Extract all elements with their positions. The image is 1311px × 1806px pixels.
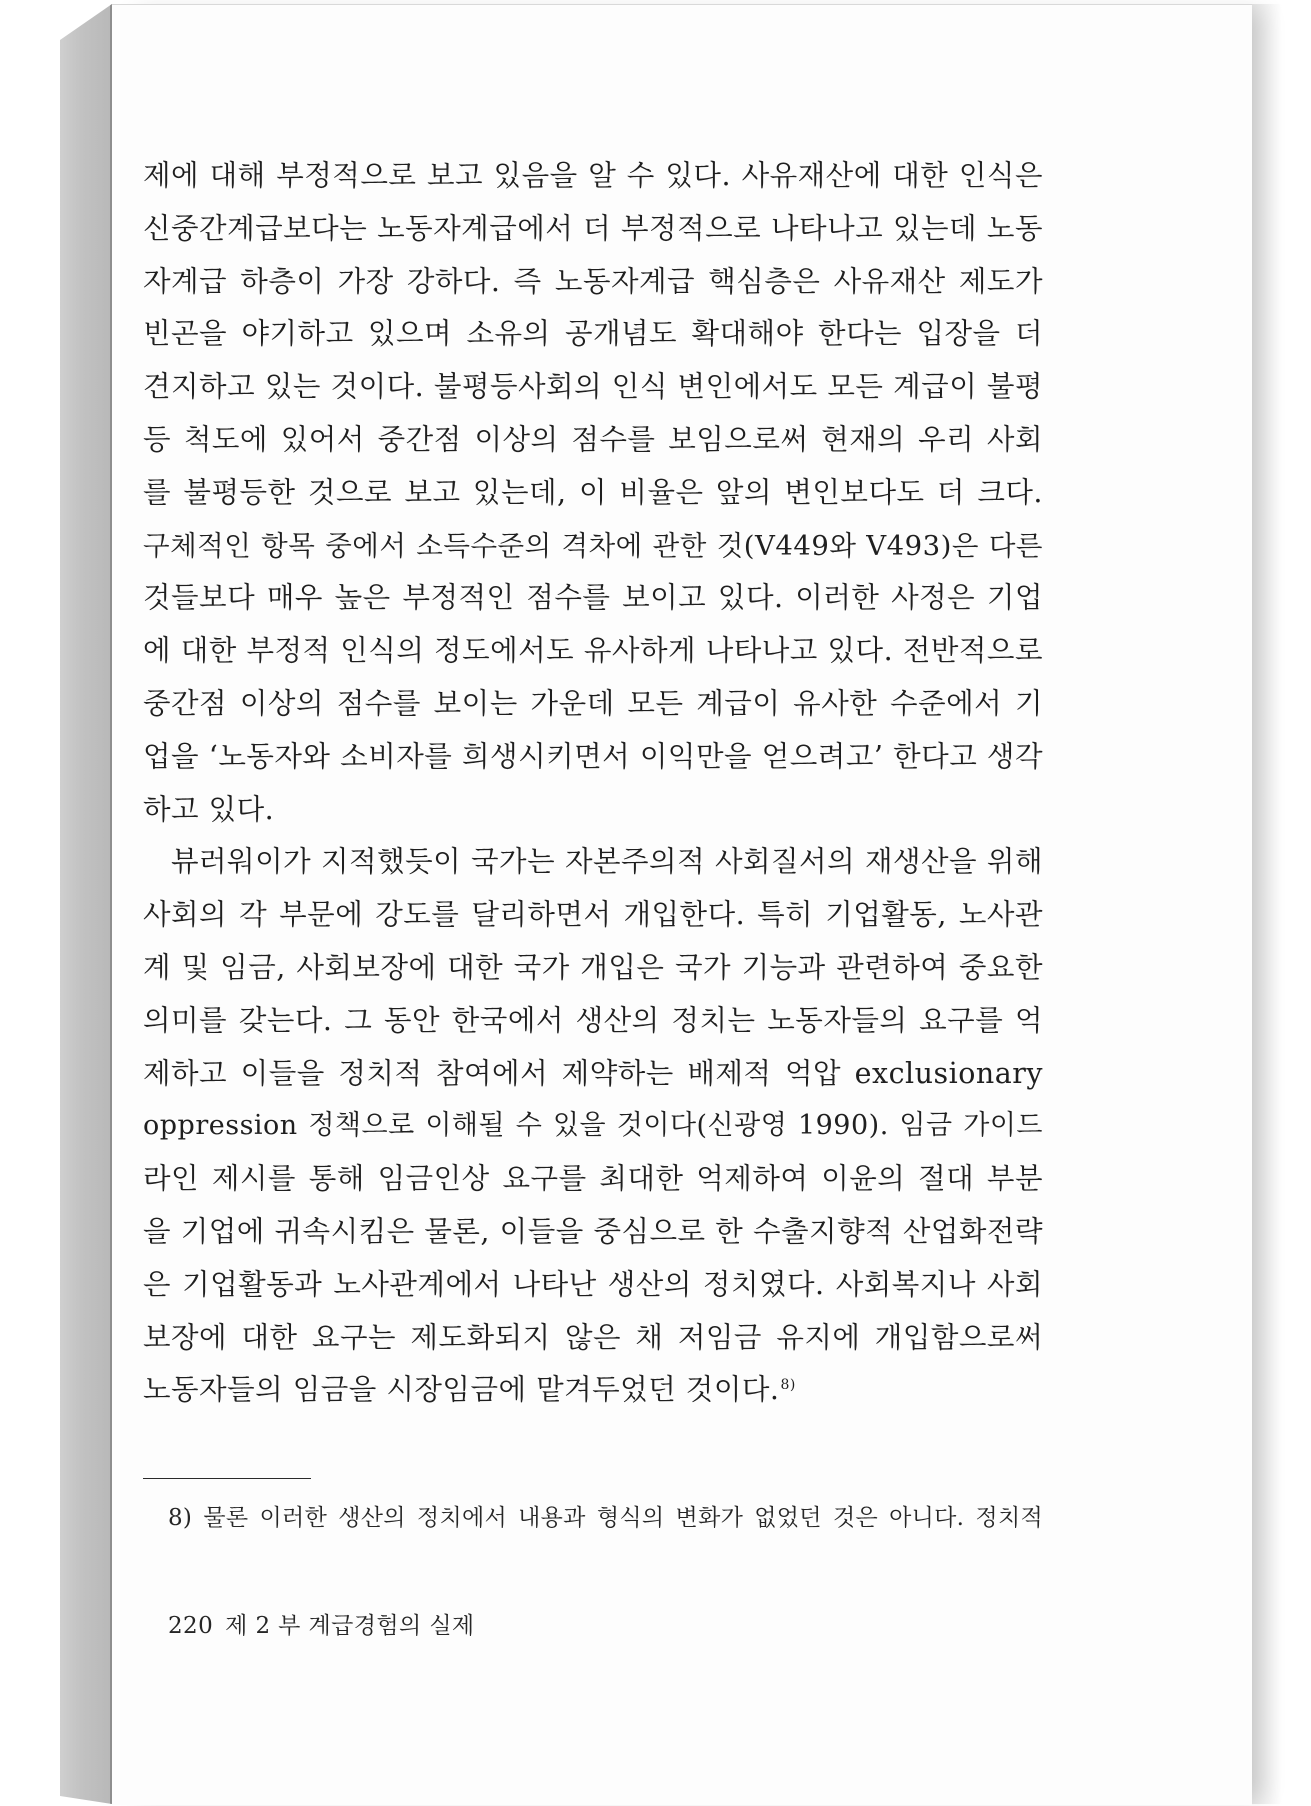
text-line: 사회의 각 부문에 강도를 달리하면서 개입한다. 특히 기업활동, 노사관	[143, 898, 1043, 932]
text-line: 업을 ‘노동자와 소비자를 희생시키면서 이익만을 얻으려고’ 한다고 생각	[143, 739, 1043, 773]
book-spine	[60, 4, 112, 1804]
text-line: 제하고 이들을 정치적 참여에서 제약하는 배제적 억압 exclusionary	[143, 1056, 1043, 1090]
text-line: 뷰러워이가 지적했듯이 국가는 자본주의적 사회질서의 재생산을 위해	[171, 845, 1043, 879]
paragraph-2	[143, 836, 1043, 1417]
text-line: 라인 제시를 통해 임금인상 요구를 최대한 억제하여 이윤의 절대 부분	[143, 1162, 1043, 1196]
text-line: 자계급 하층이 가장 강하다. 즉 노동자계급 핵심층은 사유재산 제도가	[143, 264, 1043, 298]
section-title: 제 2 부 계급경험의 실제	[225, 1613, 475, 1639]
text-line: 등 척도에 있어서 중간점 이상의 점수를 보임으로써 현재의 우리 사회	[143, 422, 1043, 456]
text-line: 구체적인 항목 중에서 소득수준의 격차에 관한 것(V449와 V493)은 다른	[143, 529, 1043, 562]
text-line: 신중간계급보다는 노동자계급에서 더 부정적으로 나타나고 있는데 노동	[143, 211, 1043, 245]
final-line-text: 노동자들의 임금을 시장임금에 맡겨두었던 것이다.	[143, 1373, 780, 1407]
text-line: 하고 있다.	[143, 792, 275, 826]
text-line: 빈곤을 야기하고 있으며 소유의 공개념도 확대해야 한다는 입장을 더	[143, 317, 1043, 351]
text-line: 의미를 갖는다. 그 동안 한국에서 생산의 정치는 노동자들의 요구를 억	[143, 1003, 1043, 1037]
footnote-8: 8) 물론 이러한 생산의 정치에서 내용과 형식의 변화가 없었던 것은 아니다. 정치적	[168, 1505, 1043, 1531]
text-line: 중간점 이상의 점수를 보이는 가운데 모든 계급이 유사한 수준에서 기	[143, 686, 1043, 720]
page-edge-shadow	[1252, 4, 1282, 1804]
text-line: 견지하고 있는 것이다. 불평등사회의 인식 변인에서도 모든 계급이 불평	[143, 370, 1043, 404]
running-footer	[168, 1606, 475, 1646]
text-line: 제에 대해 부정적으로 보고 있음을 알 수 있다. 사유재산에 대한 인식은	[143, 159, 1043, 192]
text-line: oppression 정책으로 이해될 수 있을 것이다(신광영 1990). 임금 가이드	[143, 1110, 1043, 1142]
text-line: 를 불평등한 것으로 보고 있는데, 이 비율은 앞의 변인보다도 더 크다.	[143, 475, 1043, 509]
paragraph-1	[143, 150, 1043, 836]
body-text	[143, 150, 1043, 1417]
text-line: 계 및 임금, 사회보장에 대한 국가 개입은 국가 기능과 관련하여 중요한	[143, 950, 1043, 984]
footnote-reference[interactable]: 8)	[780, 1376, 796, 1393]
footnote-divider	[143, 1478, 311, 1479]
page-number: 220	[168, 1613, 214, 1639]
text-line: 은 기업활동과 노사관계에서 나타난 생산의 정치였다. 사회복지나 사회	[143, 1267, 1043, 1301]
text-line: 을 기업에 귀속시킴은 물론, 이들을 중심으로 한 수출지향적 산업화전략	[143, 1214, 1043, 1248]
text-line: 에 대한 부정적 인식의 정도에서도 유사하게 나타나고 있다. 전반적으로	[143, 634, 1043, 668]
text-line-final	[143, 1364, 1043, 1417]
text-line: 보장에 대한 요구는 제도화되지 않은 채 저임금 유지에 개입함으로써	[143, 1320, 1043, 1354]
text-line: 것들보다 매우 높은 부정적인 점수를 보이고 있다. 이러한 사정은 기업	[143, 581, 1043, 615]
